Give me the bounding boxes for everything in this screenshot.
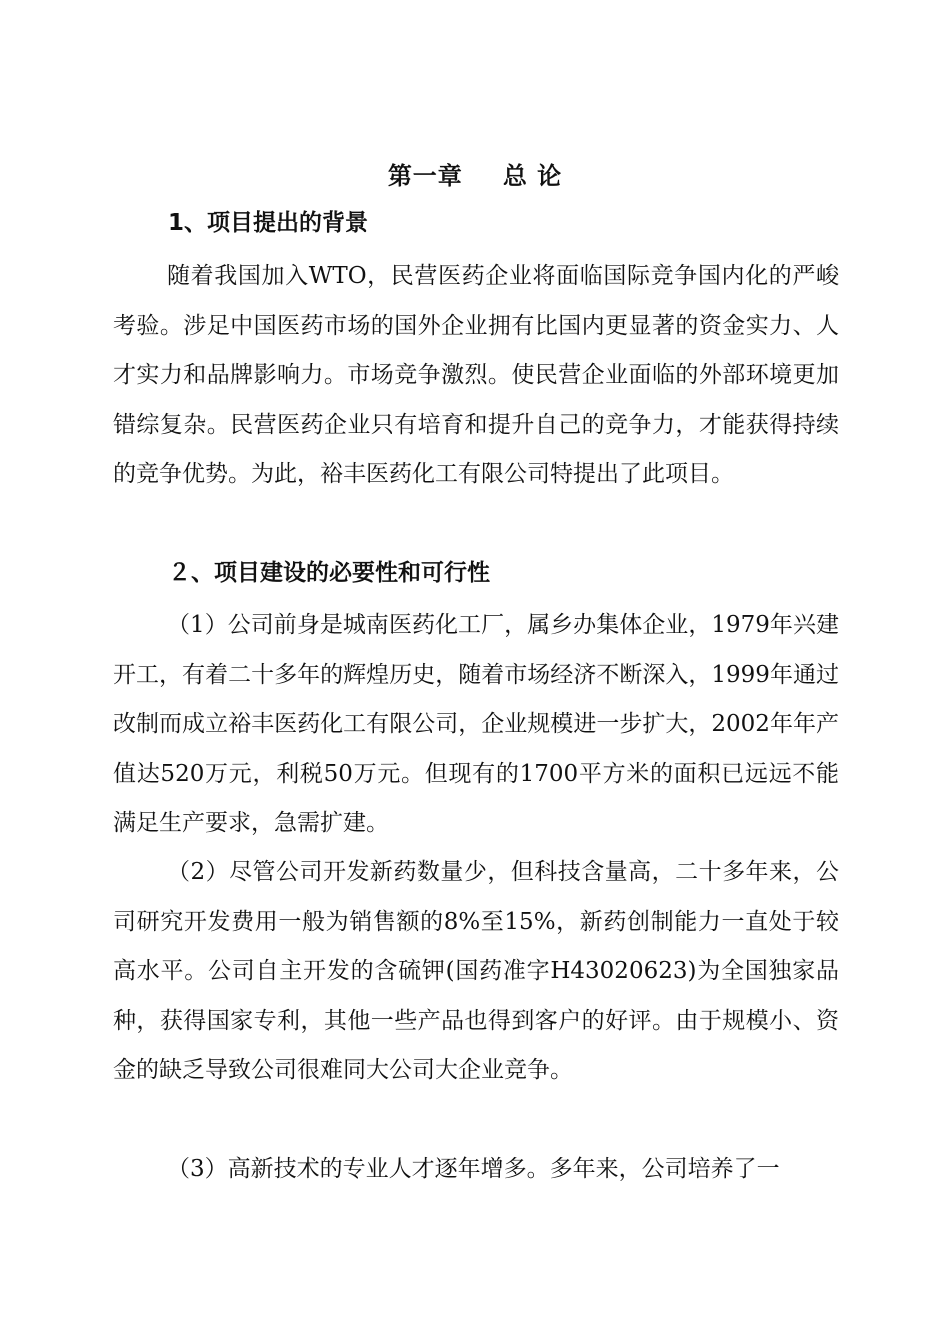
paragraph-company-history: （1）公司前身是城南医药化工厂，属乡办集体企业，1979年兴建开工，有着二十多年的辉煌历史，随着市场经济不断深入，1999年通过改制而成立裕丰医药化工有限公司，企业规模进一步扩大，2002年年产值达520万元，利税50万元。但现有的1700平方米的面积已远远不能满足生产要求，急需扩建。 xyxy=(113,612,839,836)
chapter-name: 总 论 xyxy=(502,162,563,190)
chapter-number: 第一章 xyxy=(387,162,463,190)
chapter-title xyxy=(0,158,950,194)
paragraph-research-development: （2）尽管公司开发新药数量少，但科技含量高，二十多年来，公司研究开发费用一般为销售额的8%至15%，新药创制能力一直处于较高水平。公司自主开发的含硫钾(国药准字H43020623)为全国独家品种，获得国家专利，其他一些产品也得到客户的好评。由于规模小、资金的缺乏导致公司很难同大公司大企业竞争。 xyxy=(113,859,839,1083)
section-heading-background: 1、项目提出的背景 xyxy=(168,210,369,236)
paragraph-talent: （3）高新技术的专业人才逐年增多。多年来，公司培养了一 xyxy=(167,1156,780,1182)
paragraph-background: 随着我国加入WTO，民营医药企业将面临国际竞争国内化的严峻考验。涉足中国医药市场的国外企业拥有比国内更显著的资金实力、人才实力和品牌影响力。市场竞争激烈。使民营企业面临的外部环境更加错综复杂。民营医药企业只有培育和提升自己的竞争力，才能获得持续的竞争优势。为此，裕丰医药化工有限公司特提出了此项目。 xyxy=(113,263,839,487)
section-heading-necessity: ２、项目建设的必要性和可行性 xyxy=(168,560,490,586)
